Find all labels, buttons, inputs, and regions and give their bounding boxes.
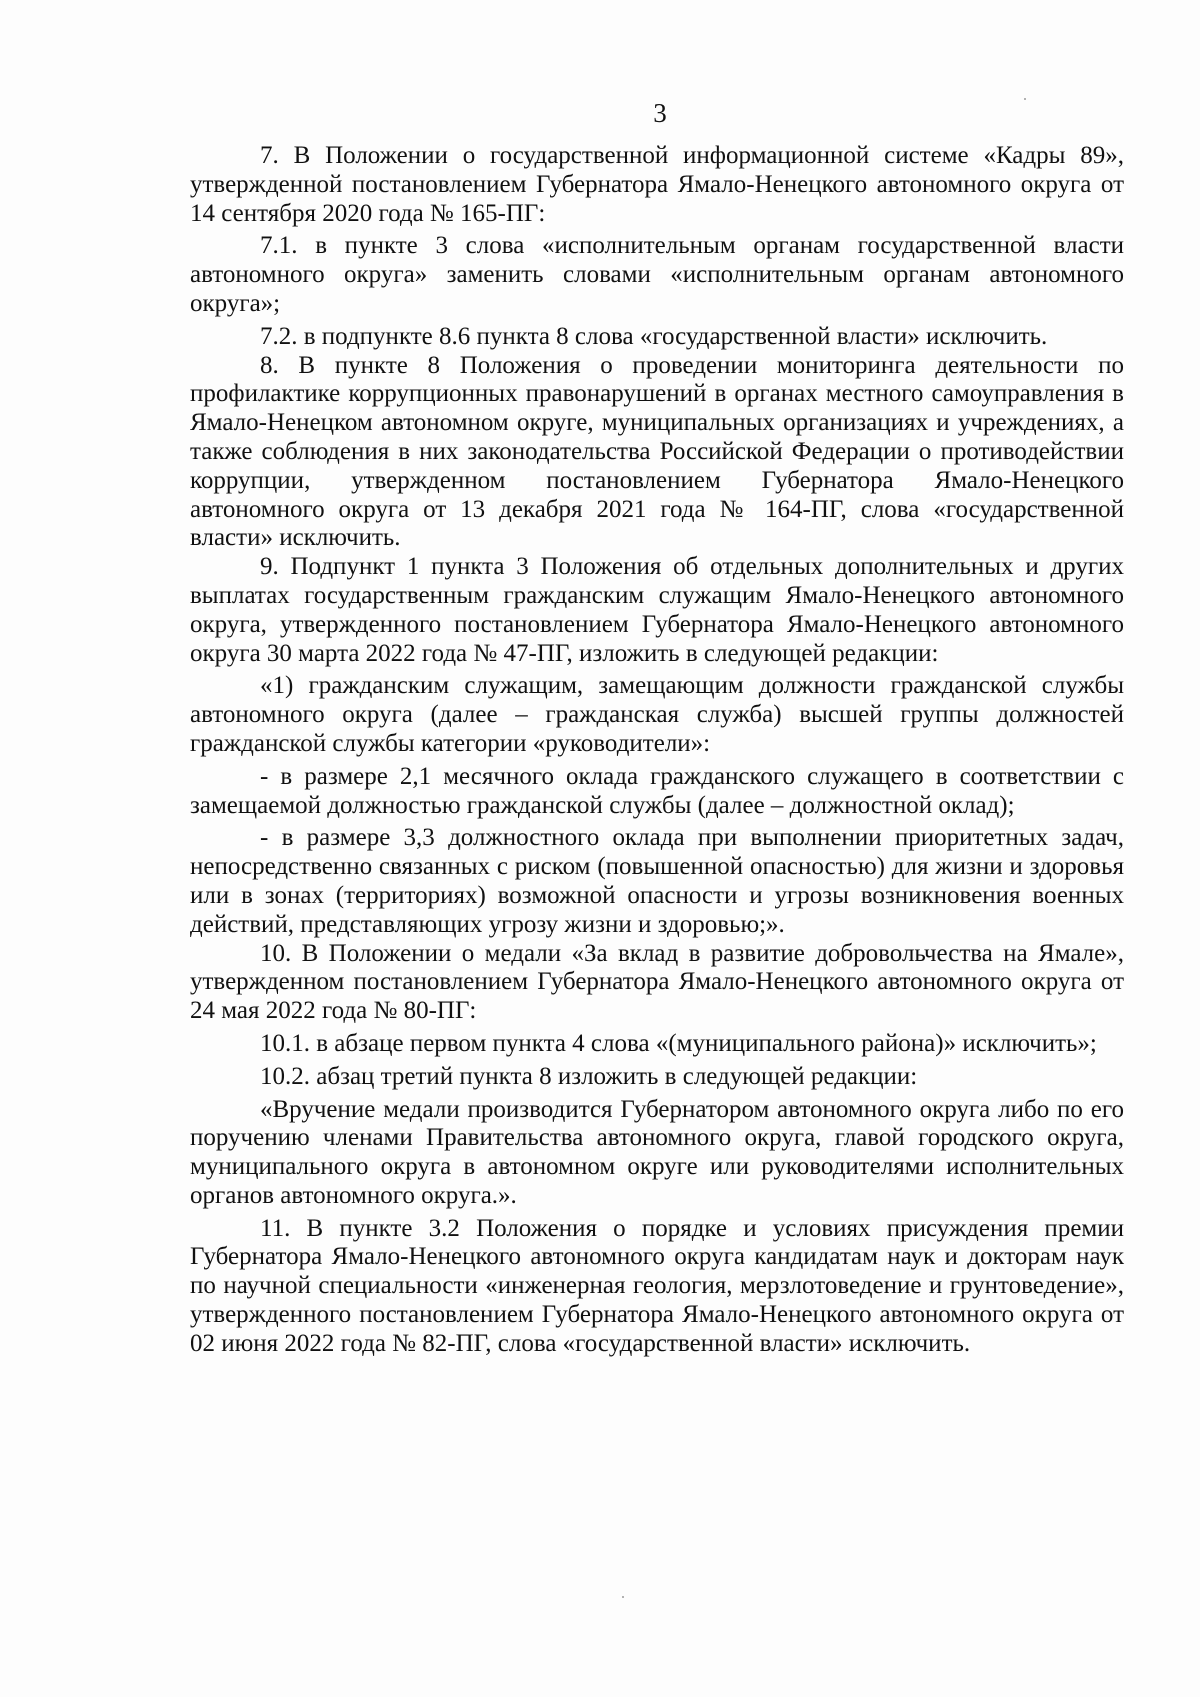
paragraph-9-dash-1: - в размере 2,1 месячного оклада гражданского служащего в соответствии с замещаемой должностью гражданской службы (далее – должностной оклад); — [190, 762, 1124, 819]
scan-speck — [1024, 98, 1026, 100]
paragraph-7-2: 7.2. в подпункте 8.6 пункта 8 слова «государственной власти» исключить. — [260, 322, 1048, 350]
paragraph-9-subitem-1: «1) гражданским служащим, замещающим должности гражданской службы автономного округа (далее – гражданская служба) высшей группы должностей гражданской службы категории «руководители»: — [190, 672, 1124, 757]
document-body — [190, 142, 1124, 1359]
scan-speck — [622, 1596, 624, 1598]
paragraph-9-dash-2: - в размере 3,3 должностного оклада при выполнении приоритетных задач, непосредственно связанных с риском (повышенной опасностью) для жизни и здоровья или в зонах (территориях) возможной опасности и угрозы возникновения военных действий, представляющих угрозу жизни и здоровью;». — [190, 824, 1124, 938]
paragraph-7: 7. В Положении о государственной информационной системе «Кадры 89», утвержденной постановлением Губернатора Ямало-Ненецкого автономного округа от 14 сентября 2020 года № 165-ПГ: — [190, 142, 1124, 227]
page-number: 3 — [653, 98, 667, 128]
paragraph-9: 9. Подпункт 1 пункта 3 Положения об отдельных дополнительных и других выплатах государственным гражданским служащим Ямало-Ненецкого автономного округа, утвержденного постановлением Губернатора Ямало-Ненецкого автономного округа 30 марта 2022 года № 47-ПГ, изложить в следующей редакции: — [190, 553, 1124, 667]
paragraph-11: 11. В пункте 3.2 Положения о порядке и условиях присуждения премии Губернатора Ямало-Ненецкого автономного округа кандидатам наук и докторам наук по научной специальности «инженерная геология, мерзлотоведение и грунтоведение», утвержденного постановлением Губернатора Ямало-Ненецкого автономного округа от 02 июня 2022 года № 82-ПГ, слова «государственной власти» исключить. — [190, 1214, 1124, 1357]
paragraph-10-2-quote: «Вручение медали производится Губернатором автономного округа либо по его поручению членами Правительства автономного округа, главой городского округа, муниципального округа в автономном округе или руководителями исполнительных органов автономного округа.». — [190, 1095, 1124, 1209]
paragraph-7-1: 7.1. в пункте 3 слова «исполнительным органам государственной власти автономного округа» заменить словами «исполнительным органам автономного округа»; — [190, 232, 1124, 317]
paragraph-10-1: 10.1. в абзаце первом пункта 4 слова «(муниципального района)» исключить»; — [260, 1029, 1097, 1057]
paragraph-10: 10. В Положении о медали «За вклад в развитие добровольчества на Ямале», утвержденном постановлением Губернатора Ямало-Ненецкого автономного округа от 24 мая 2022 года № 80-ПГ: — [190, 939, 1124, 1025]
paragraph-8: 8. В пункте 8 Положения о проведении мониторинга деятельности по профилактике коррупционных правонарушений в органах местного самоуправления в Ямало-Ненецком автономном округе, муниципальных организациях и учреждениях, а также соблюдения в них законодательства Российской Федерации о противодействии коррупции, утвержденном постановлением Губернатора Ямало-Ненецкого автономного округа от 13 декабря 2021 года № 164-ПГ, слова «государственной власти» исключить. — [190, 351, 1124, 552]
paragraph-10-2: 10.2. абзац третий пункта 8 изложить в следующей редакции: — [260, 1062, 918, 1090]
